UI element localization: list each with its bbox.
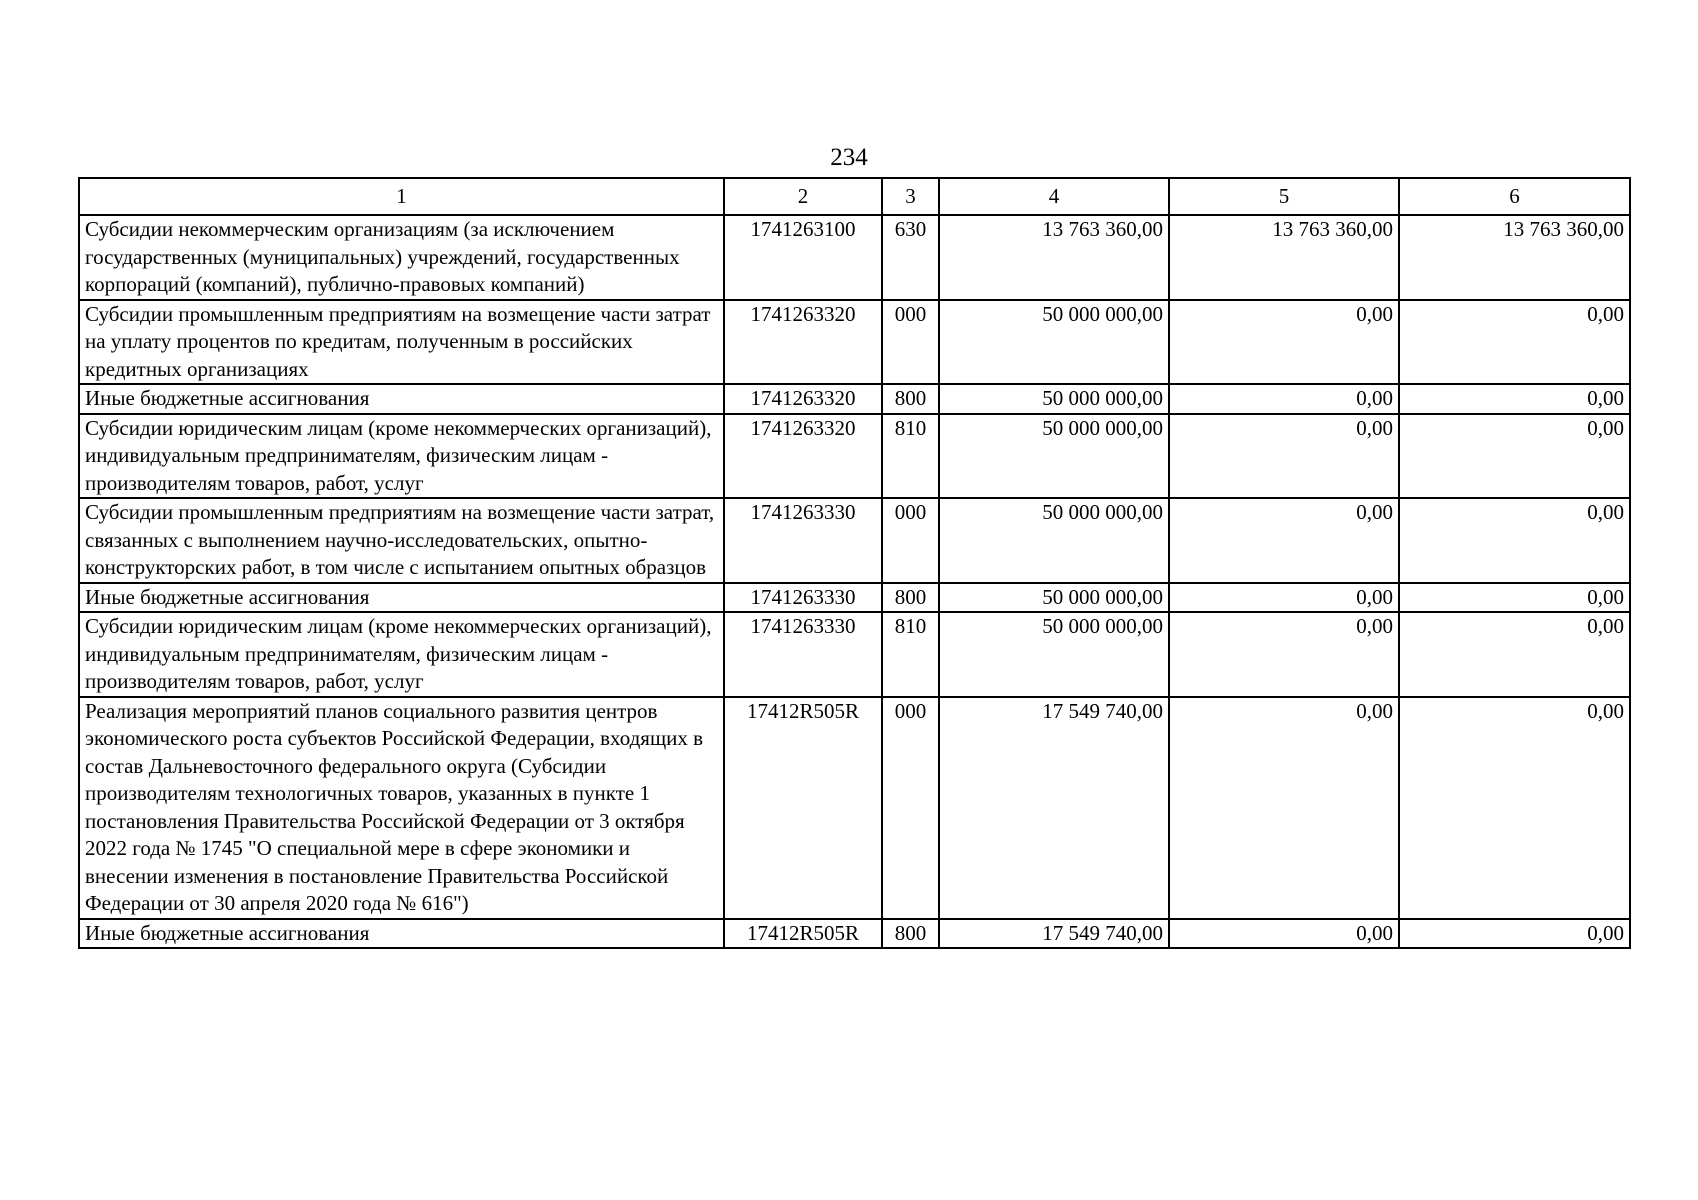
amount-col6-cell: 0,00 [1399, 384, 1630, 414]
amount-col6-cell: 0,00 [1399, 300, 1630, 385]
table-row [79, 384, 1630, 414]
amount-col4-cell: 17 549 740,00 [939, 697, 1169, 919]
amount-col5-cell: 13 763 360,00 [1169, 215, 1399, 300]
expense-type-cell: 630 [882, 215, 939, 300]
amount-col5-cell: 0,00 [1169, 300, 1399, 385]
expense-name-cell: Субсидии промышленным предприятиям на возмещение части затрат, связанных с выполнением научно-исследовательских, опытно-конструкторских работ, в том числе с испытанием опытных образцов [79, 498, 724, 583]
target-article-cell: 17412R505R [724, 919, 882, 949]
amount-col4-cell: 50 000 000,00 [939, 414, 1169, 499]
expense-name-cell: Реализация мероприятий планов социального развития центров экономического роста субъектов Российской Федерации, входящих в состав Дальневосточного федерального округа (Субсидии производителям технологичных товаров, указанных в пункте 1 постановления Правительства Российской Федерации от 3 октября 2022 года № 1745 "О специальной мере в сфере экономики и внесении изменения в постановление Правительства Российской Федерации от 30 апреля 2020 года № 616") [79, 697, 724, 919]
amount-col5-cell: 0,00 [1169, 384, 1399, 414]
target-article-cell: 1741263320 [724, 414, 882, 499]
amount-col6-cell: 0,00 [1399, 612, 1630, 697]
expense-name-cell: Субсидии некоммерческим организациям (за исключением государственных (муниципальных) учреждений, государственных корпораций (компаний), публично-правовых компаний) [79, 215, 724, 300]
amount-col6-cell: 0,00 [1399, 583, 1630, 613]
amount-col5-cell: 0,00 [1169, 583, 1399, 613]
expense-type-cell: 000 [882, 697, 939, 919]
expense-type-cell: 000 [882, 498, 939, 583]
column-header: 1 [79, 178, 724, 215]
amount-col4-cell: 50 000 000,00 [939, 384, 1169, 414]
column-header: 3 [882, 178, 939, 215]
expense-type-cell: 800 [882, 583, 939, 613]
amount-col4-cell: 50 000 000,00 [939, 300, 1169, 385]
amount-col4-cell: 50 000 000,00 [939, 583, 1169, 613]
amount-col4-cell: 17 549 740,00 [939, 919, 1169, 949]
amount-col5-cell: 0,00 [1169, 919, 1399, 949]
amount-col5-cell: 0,00 [1169, 498, 1399, 583]
target-article-cell: 1741263320 [724, 300, 882, 385]
expense-type-cell: 800 [882, 919, 939, 949]
amount-col6-cell: 13 763 360,00 [1399, 215, 1630, 300]
target-article-cell: 1741263320 [724, 384, 882, 414]
column-header: 6 [1399, 178, 1630, 215]
amount-col6-cell: 0,00 [1399, 498, 1630, 583]
amount-col6-cell: 0,00 [1399, 697, 1630, 919]
table-row [79, 414, 1630, 499]
expense-name-cell: Иные бюджетные ассигнования [79, 919, 724, 949]
table-row [79, 215, 1630, 300]
page-number: 234 [830, 144, 868, 171]
target-article-cell: 1741263330 [724, 498, 882, 583]
amount-col6-cell: 0,00 [1399, 919, 1630, 949]
table-row [79, 583, 1630, 613]
table-row [79, 300, 1630, 385]
target-article-cell: 17412R505R [724, 697, 882, 919]
expense-type-cell: 000 [882, 300, 939, 385]
target-article-cell: 1741263330 [724, 583, 882, 613]
amount-col5-cell: 0,00 [1169, 612, 1399, 697]
table-row [79, 612, 1630, 697]
expense-type-cell: 810 [882, 612, 939, 697]
column-header: 5 [1169, 178, 1399, 215]
budget-table [78, 177, 1631, 949]
column-header: 2 [724, 178, 882, 215]
expense-name-cell: Иные бюджетные ассигнования [79, 384, 724, 414]
column-header: 4 [939, 178, 1169, 215]
expense-name-cell: Субсидии юридическим лицам (кроме некоммерческих организаций), индивидуальным предпринимателям, физическим лицам - производителям товаров, работ, услуг [79, 612, 724, 697]
amount-col6-cell: 0,00 [1399, 414, 1630, 499]
expense-type-cell: 810 [882, 414, 939, 499]
table-row [79, 697, 1630, 919]
expense-name-cell: Иные бюджетные ассигнования [79, 583, 724, 613]
target-article-cell: 1741263330 [724, 612, 882, 697]
expense-type-cell: 800 [882, 384, 939, 414]
amount-col5-cell: 0,00 [1169, 697, 1399, 919]
amount-col4-cell: 50 000 000,00 [939, 498, 1169, 583]
expense-name-cell: Субсидии промышленным предприятиям на возмещение части затрат на уплату процентов по кредитам, полученным в российских кредитных организациях [79, 300, 724, 385]
amount-col4-cell: 50 000 000,00 [939, 612, 1169, 697]
table-row [79, 498, 1630, 583]
expense-name-cell: Субсидии юридическим лицам (кроме некоммерческих организаций), индивидуальным предпринимателям, физическим лицам - производителям товаров, работ, услуг [79, 414, 724, 499]
amount-col5-cell: 0,00 [1169, 414, 1399, 499]
column-number-row [79, 178, 1630, 215]
table-row [79, 919, 1630, 949]
amount-col4-cell: 13 763 360,00 [939, 215, 1169, 300]
target-article-cell: 1741263100 [724, 215, 882, 300]
